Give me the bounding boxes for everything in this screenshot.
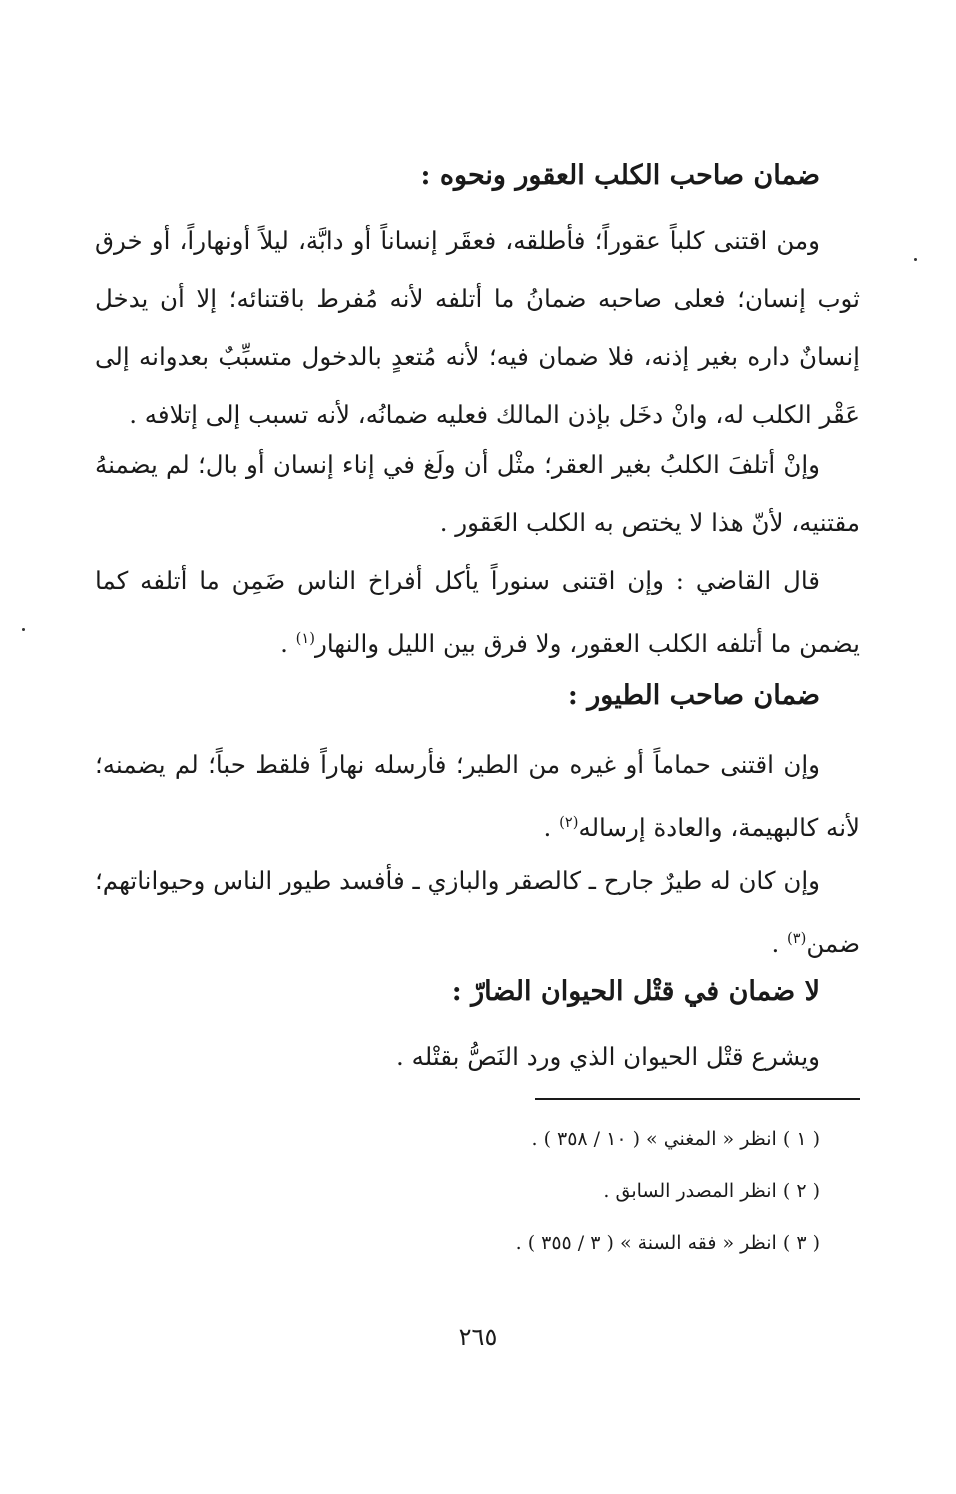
paragraph-2: وإنْ أتلفَ الكلبُ بغير العقر؛ مثْل أن ولَغ في إناء إنسان أو بال؛ لم يضمنهُ مقتنيه، لأنّ هذا لا يختص به الكلب العَقور . bbox=[95, 450, 860, 537]
paragraph-5-text: وإن كان له طيرٌ جارح ـ كالصقر والبازي ـ فأفسد طيور الناس وحيواناتهم؛ ضمن bbox=[95, 866, 860, 959]
paragraph-3 bbox=[95, 552, 860, 673]
footnote-1: ( ١ ) انظر « المغني » ( ١٠ / ٣٥٨ ) . bbox=[531, 1128, 820, 1150]
paragraph-1-container bbox=[95, 212, 860, 444]
section-heading-harmful-animal: لا ضمان في قتْل الحيوان الضارّ : bbox=[451, 976, 820, 1007]
paragraph-5-container bbox=[95, 852, 860, 973]
footnote-2: ( ٢ ) انظر المصدر السابق . bbox=[603, 1180, 820, 1202]
footnote-ref-1: (١) bbox=[295, 630, 315, 647]
paragraph-3-container bbox=[95, 552, 860, 673]
footnote-ref-3: (٣) bbox=[787, 930, 807, 947]
page-number: ٢٦٥ bbox=[458, 1323, 498, 1351]
footnote-ref-2: (٢) bbox=[559, 814, 579, 831]
footnote-3: ( ٣ ) انظر « فقه السنة » ( ٣ / ٣٥٥ ) . bbox=[515, 1232, 820, 1254]
scan-speck bbox=[22, 628, 25, 631]
paragraph-4-container bbox=[95, 736, 860, 857]
paragraph-5-end: . bbox=[771, 929, 788, 959]
paragraph-4 bbox=[95, 736, 860, 857]
paragraph-4-text: وإن اقتنى حماماً أو غيره من الطير؛ فأرسله نهاراً فلقط حباً؛ لم يضمنه؛ لأنه كالبهيمة، والعادة إرساله bbox=[95, 750, 860, 843]
scan-speck bbox=[914, 258, 917, 261]
footnote-separator bbox=[535, 1098, 860, 1100]
paragraph-5 bbox=[95, 852, 860, 973]
paragraph-6-container bbox=[95, 1028, 860, 1086]
paragraph-3-text: قال القاضي : وإن اقتنى سنوراً يأكل أفراخ الناس ضَمِن ما أتلفه كما يضمن ما أتلفه الكلب العقور، ولا فرق بين الليل والنهار bbox=[95, 566, 860, 659]
paragraph-3-end: . bbox=[280, 629, 296, 659]
section-heading-birds: ضمان صاحب الطيور : bbox=[567, 680, 820, 711]
paragraph-6: ويشرع قتْل الحيوان الذي ورد النَصُّ بقتْله . bbox=[396, 1042, 820, 1071]
paragraph-1: ومن اقتنى كلباً عقوراً؛ فأطلقه، فعقَر إنساناً أو دابَّة، ليلاً أونهاراً، أو خرق ثوب إنسان؛ فعلى صاحبه ضمانُ ما أتلفه لأنه مُفرط باقتنائه؛ إلا أن يدخل إنسانٌ داره بغير إذنه، فلا ضمان فيه؛ لأنه مُتعدٍ بالدخول متسبِّبٌ بعدوانه إلى عَقْر الكلب له، وانْ دخَل بإذن المالك فعليه ضمانُه، لأنه تسبب إلى إتلافه . bbox=[95, 226, 860, 429]
section-heading-rabid-dog: ضمان صاحب الكلب العقور ونحوه : bbox=[420, 160, 820, 191]
paragraph-2-container bbox=[95, 436, 860, 552]
paragraph-4-end: . bbox=[543, 813, 560, 843]
